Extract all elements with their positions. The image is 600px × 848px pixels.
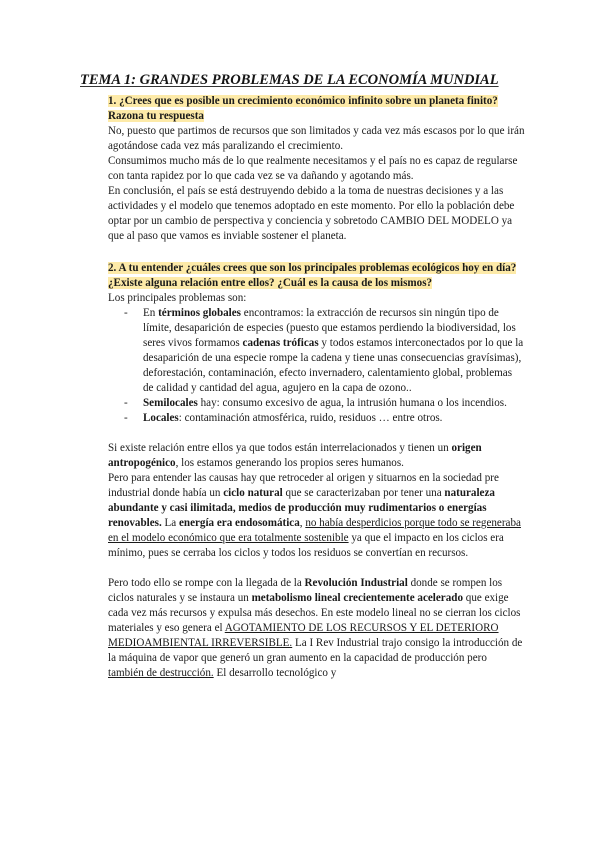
- list-item: - Locales: contaminación atmosférica, ruido, residuos … entre otros.: [143, 411, 525, 426]
- answer-1-paragraph-3: En conclusión, el país se está destruyendo debido a la toma de nuestras decisiones y a las actividades y el modelo que tenemos adoptado en este momento. Por ello la población debe optar por un cambio de perspectiva y conciencia y sobretodo CAMBIO DEL MODELO ya que al paso que vamos es inviable sostener el planeta.: [108, 185, 515, 242]
- bold-term: metabolismo lineal crecientemente acelerado: [251, 592, 463, 604]
- bold-term: energía era endosomática: [178, 517, 300, 529]
- problems-list: [108, 306, 525, 426]
- question-1-highlight: 1. ¿Crees que es posible un crecimiento económico infinito sobre un planeta finito? Razona tu respuesta: [108, 95, 498, 122]
- bold-term: origen antropogénico: [108, 442, 482, 469]
- bold-term: ciclo natural: [223, 487, 283, 499]
- bold-term: naturaleza abundante y casi ilimitada, medios de producción muy rudimentarios o energías renovables.: [108, 487, 495, 529]
- underlined-text: no había desperdicios porque todo se regeneraba en el modelo económico que era totalmente sostenible: [108, 517, 521, 544]
- page-title: TEMA 1: GRANDES PROBLEMAS DE LA ECONOMÍA MUNDIAL: [80, 72, 499, 88]
- bold-term: Locales: [143, 412, 179, 424]
- bold-term: términos globales: [158, 307, 241, 319]
- underlined-text: también de destrucción.: [108, 667, 214, 679]
- answer-1-paragraph-1: No, puesto que partimos de recursos que son limitados y cada vez más escasos por lo que irán agotándose cada vez más paralizando el crecimiento.: [108, 125, 525, 152]
- problems-intro: Los principales problemas son:: [108, 292, 247, 304]
- question-1: [108, 94, 525, 124]
- question-2-highlight: 2. A tu entender ¿cuáles crees que son los principales problemas ecológicos hoy en día? ¿Existe alguna relación entre ellos? ¿Cuál es la causa de los mismos?: [108, 262, 517, 289]
- list-item: - Semilocales hay: consumo excesivo de agua, la intrusión humana o los incendios.: [143, 396, 525, 411]
- bold-term: Revolución Industrial: [304, 577, 408, 589]
- bold-term: Semilocales: [143, 397, 198, 409]
- list-item: - En términos globales encontramos: la extracción de recursos sin ningún tipo de límite, desaparición de especies (puesto que estamos perdiendo la biodiversidad, los seres vivos formamos cadenas tróficas y todos estamos interconectados por lo que la desaparición de una especie rompe la cadena y tiene unas consecuencias gravísimas), deforestación, contaminación, efecto invernadero, calentamiento global, problemas de calidad y cantidad del agua, agujero en la capa de ozono..: [143, 306, 525, 396]
- answer-1-paragraph-2: Consumimos mucho más de lo que realmente necesitamos y el país no es capaz de regularse con tanta rapidez por lo que cada vez se va dañando y agotando más.: [108, 155, 518, 182]
- relation-paragraph: Si existe relación entre ellos ya que todos están interrelacionados y tienen un origen antropogénico, los estamos generando los propios seres humanos.: [108, 442, 482, 469]
- bold-term: cadenas tróficas: [242, 337, 319, 349]
- causes-paragraph: Pero para entender las causas hay que retroceder al origen y situarnos en la sociedad pre industrial donde había un ciclo natural que se caracterizaban por tener una naturaleza abundante y casi ilimitada, medios de producción muy rudimentarios o energías renovables. La energía era endosomática, no había desperdicios porque todo se regeneraba en el modelo económico que era totalmente sostenible ya que el impacto en los ciclos era mínimo, pues se cerraba los ciclos y todos los residuos se convertían en recursos.: [108, 472, 521, 559]
- underlined-text: AGOTAMIENTO DE LOS RECURSOS Y EL DETERIORO MEDIOAMBIENTAL IRREVERSIBLE.: [108, 622, 499, 649]
- question-2: [108, 261, 525, 291]
- industrial-revolution-paragraph: Pero todo ello se rompe con la llegada de la Revolución Industrial donde se rompen los ciclos naturales y se instaura un metabolismo lineal crecientemente acelerado que exige cada vez más recursos y expulsa más desechos. En este modelo lineal no se cierran los ciclos materiales y eso genera el AGOTAMIENTO DE LOS RECURSOS Y EL DETERIORO MEDIOAMBIENTAL IRREVERSIBLE. La I Rev Industrial trajo consigo la introducción de la máquina de vapor que generó un gran aumento en la capacidad de producción pero también de destrucción. El desarrollo tecnológico y: [108, 577, 523, 679]
- document-body: [108, 94, 525, 681]
